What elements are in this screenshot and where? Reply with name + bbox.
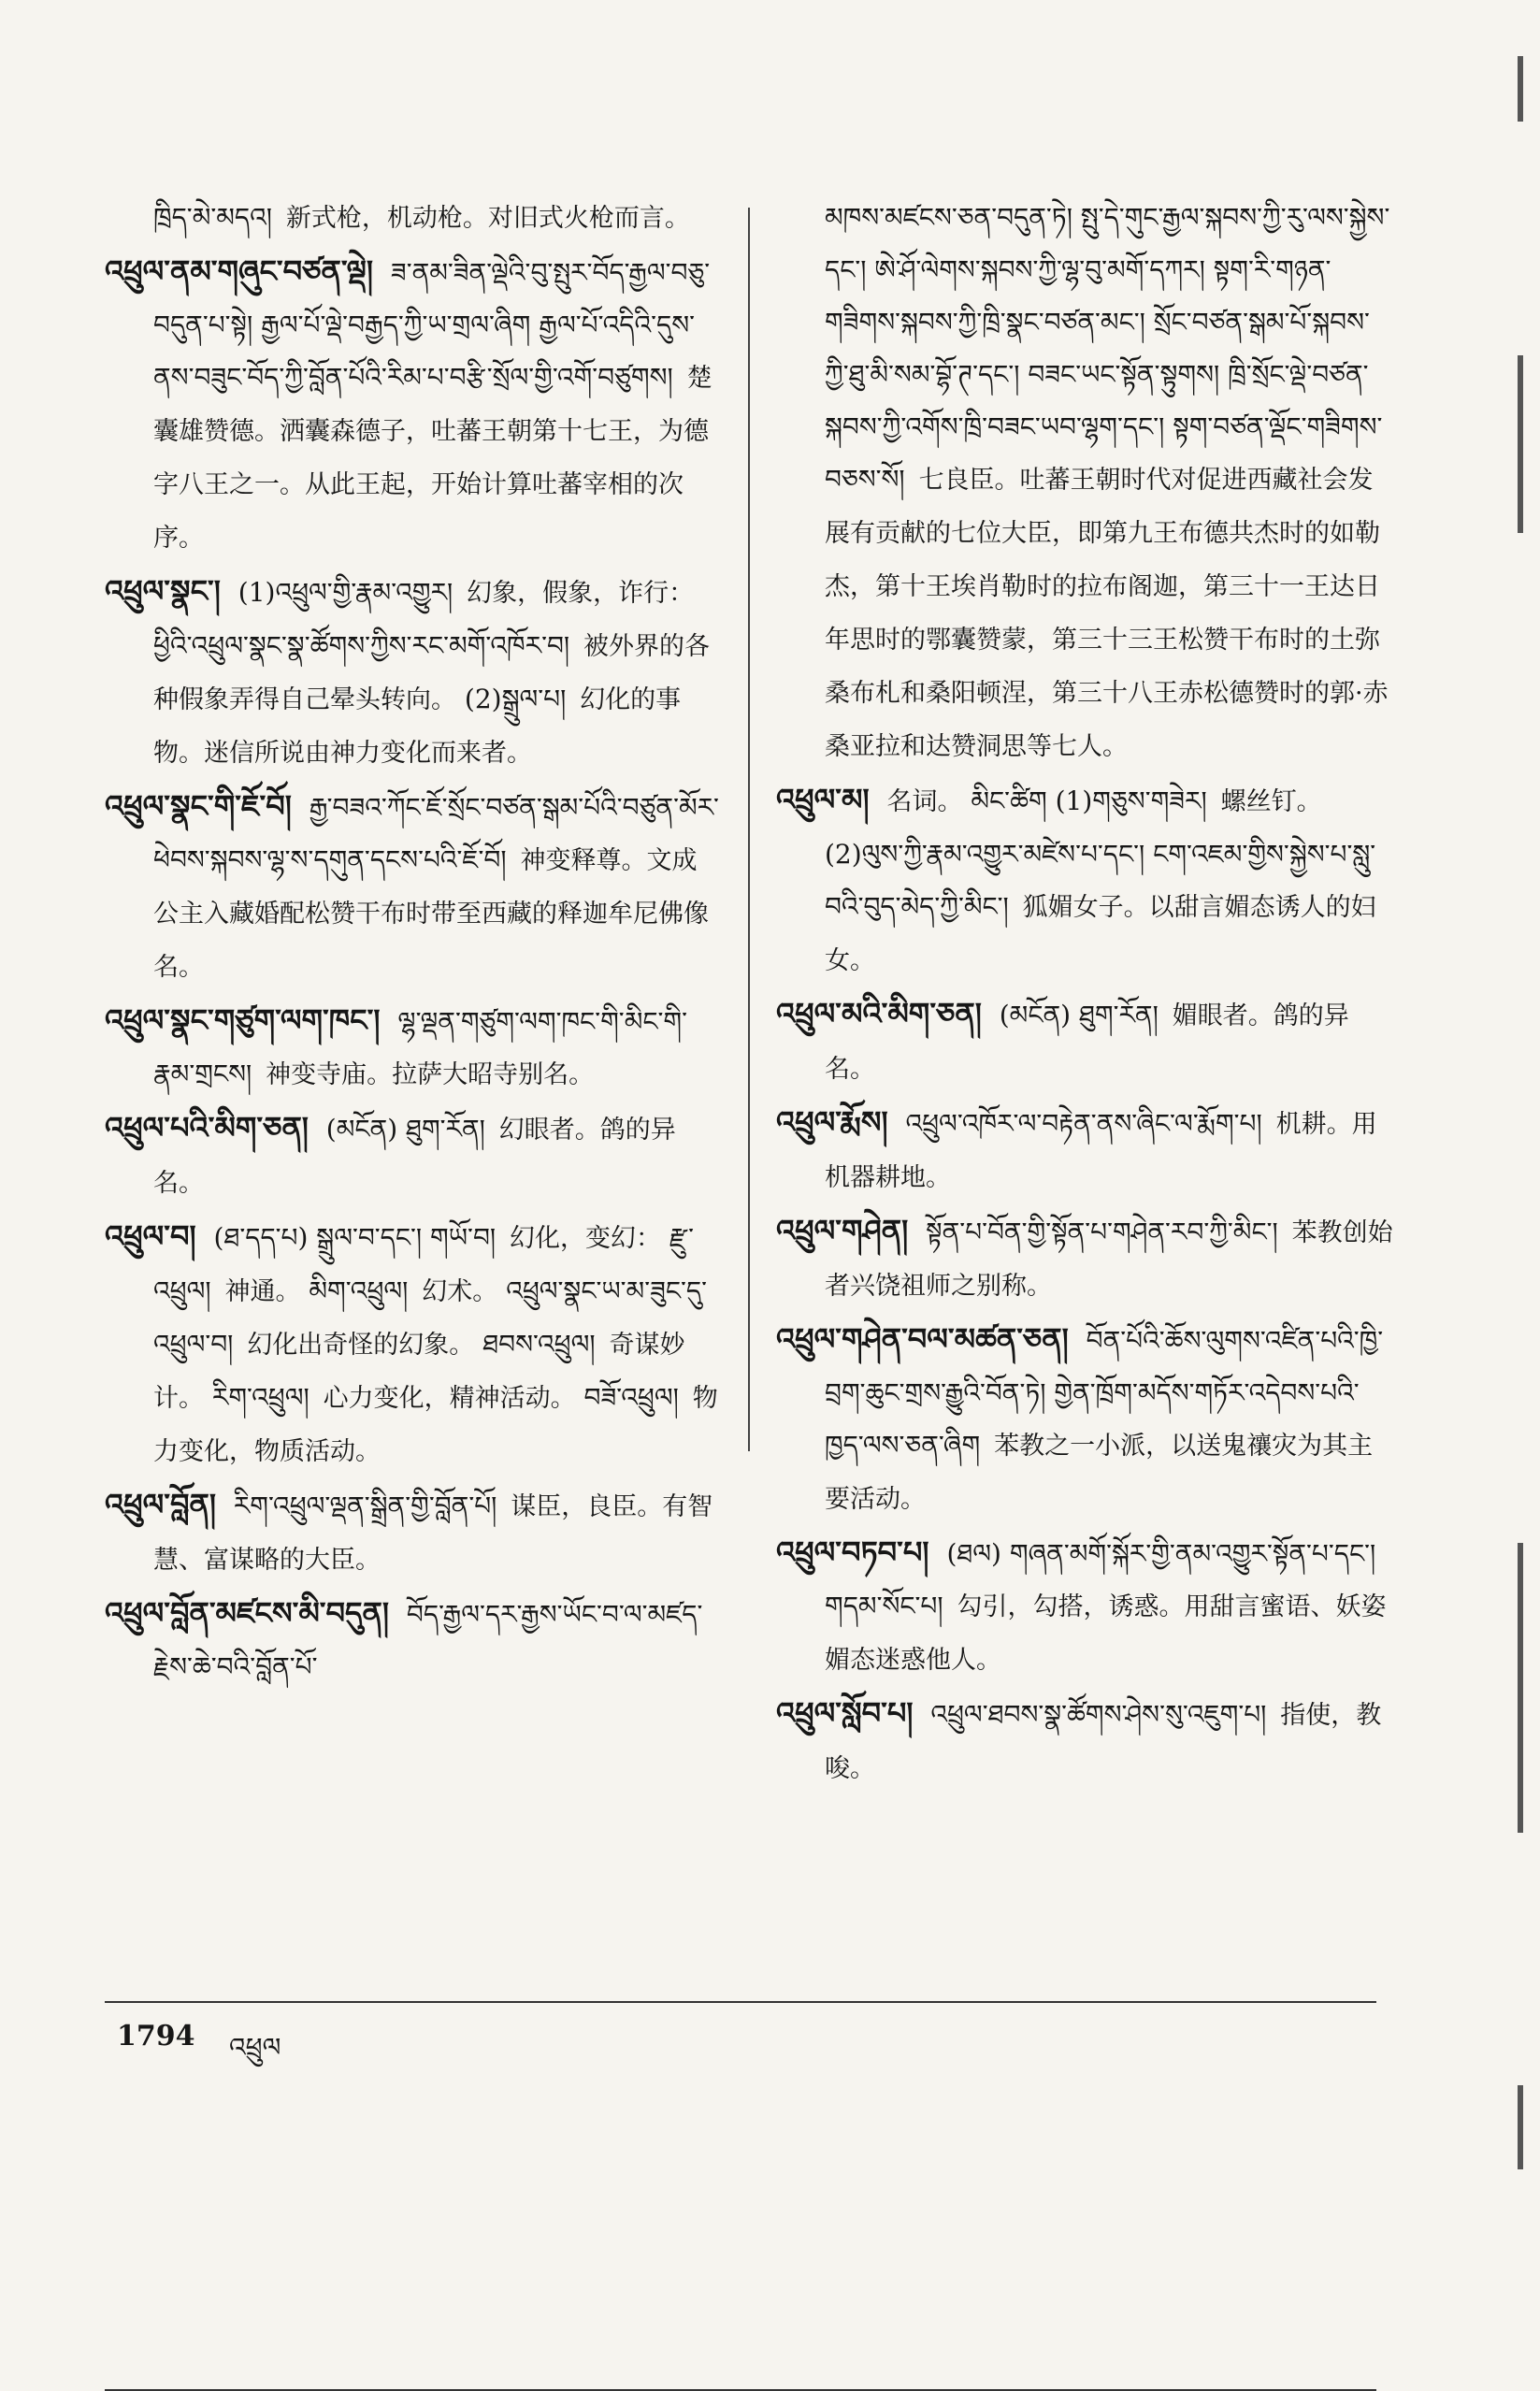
column-divider	[748, 208, 750, 1451]
left-column	[105, 192, 722, 1693]
chinese-gloss: 幻眼者。鸽的异名。	[153, 1116, 676, 1198]
dictionary-entry	[105, 565, 722, 780]
headword: འཕྲུལ་རྨོས།	[776, 1104, 888, 1140]
dictionary-entry	[105, 780, 722, 994]
chinese-gloss: 奇谋妙计。	[153, 1331, 685, 1413]
chinese-gloss: 谋臣，良臣。有智慧、富谋略的大臣。	[153, 1492, 713, 1575]
chinese-gloss: 幻化的事物。迷信所说由神力变化而来者。	[153, 685, 682, 768]
chinese-gloss: 苯教创始者兴饶祖师之别称。	[825, 1218, 1393, 1301]
headword: འཕྲུལ་པའི་མིག་ཅན།	[105, 1110, 309, 1145]
chinese-pos: 名词。	[886, 787, 963, 816]
tibetan-example: འཕྲུལ་སྣང་ཡ་མ་ཟུང་དུ་འཕྲུལ་བ།	[153, 1275, 707, 1360]
headword: འཕྲུལ་བ།	[105, 1218, 196, 1254]
headword: འཕྲུལ་སྣང་།	[105, 573, 221, 609]
tibetan-definition: (མངོན) ཐུག་རོན།	[325, 1114, 485, 1145]
chinese-gloss: 幻化，变幻：	[510, 1224, 662, 1253]
chinese-gloss: 七良臣。吐蕃王朝时代对促进西藏社会发展有贡献的七位大臣，即第九王布德共杰时的如勒杰，第十王埃肖勒时的拉布阁迦，第三十一王达日年思时的鄂囊赞蒙，第三十三王松赞干布时的土弥桑布札和桑阳顿涅，第三十八王赤松德赞时的郭·赤桑亚拉和达赞洞思等七人。	[825, 466, 1389, 761]
chinese-gloss: 幻象，假象，诈行：	[467, 579, 695, 608]
tibetan-definition: བོན་པོའི་ཆོས་ལུགས་འཛིན་པའི་ཁྱི་བྲག་ཆུང་གྲས་རྒྱུའི་བོན་ཏེ། གྱེན་ཁྲོག་མདོས་གཏོར་འདེབས་པའི་ཁྱད་ལས་ཅན་ཞིག	[825, 1325, 1384, 1461]
tibetan-definition: (ཐལ) གཞན་མགོ་སྐོར་གྱི་ནམ་འགྱུར་སྟོན་པ་དང་། གདམ་སོང་པ།	[825, 1538, 1376, 1621]
chinese-gloss: 物力变化，物质活动。	[153, 1384, 718, 1466]
chinese-gloss: 机耕。用机器耕地。	[825, 1110, 1377, 1192]
chinese-gloss: 指使，教唆。	[825, 1701, 1382, 1783]
tibetan-definition: ལྷ་ལྡན་གཙུག་ལག་ཁང་གི་མིང་གི་རྣམ་གྲངས།	[153, 1006, 687, 1089]
chinese-gloss: 苯教之一小派，以送鬼禳灾为其主要活动。	[825, 1432, 1374, 1514]
chinese-gloss: 螺丝钉。	[1220, 787, 1322, 816]
tibetan-definition: (མངོན) ཐུག་རོན།	[999, 1000, 1159, 1030]
dictionary-entry	[105, 1587, 722, 1693]
entry-continuation	[105, 192, 722, 245]
dictionary-entry	[776, 987, 1393, 1096]
headword: འཕྲུལ་སྣང་གི་ཇོ་བོ།	[105, 788, 292, 824]
page-number: 1794	[117, 2020, 195, 2053]
chinese-gloss: 被外界的各种假象弄得自己晕头转向。	[153, 632, 711, 714]
dictionary-entry	[776, 1096, 1393, 1204]
scan-edge-mark	[1518, 355, 1523, 533]
dictionary-entry	[105, 994, 722, 1102]
entry-continuation	[776, 192, 1393, 773]
tibetan-definition: སྟོན་པ་བོན་གྱི་སྟོན་པ་གཤེན་རབ་ཀྱི་མིང་།	[926, 1217, 1278, 1247]
dictionary-entry	[776, 1204, 1393, 1313]
running-head: འཕྲུལ	[229, 2032, 281, 2063]
headword: འཕྲུལ་གཤེན་བལ་མཚན་ཅན།	[776, 1321, 1069, 1357]
dictionary-entry	[105, 1102, 722, 1210]
tibetan-definition: (1)འཕྲུལ་གྱི་རྣམ་འགྱུར།	[237, 577, 453, 608]
scan-edge-mark	[1518, 1543, 1523, 1833]
tibetan-text: ཁྲིད་མེ་མདའ།	[153, 202, 272, 233]
chinese-gloss: 幻术。	[422, 1277, 498, 1306]
chinese-gloss: 新式枪，机动枪。对旧式火枪而言。	[285, 204, 690, 233]
chinese-gloss: 神变寺庙。拉萨大昭寺别名。	[266, 1060, 595, 1089]
headword: འཕྲུལ་བློན།	[105, 1487, 216, 1522]
tibetan-definition: བོད་རྒྱལ་དར་རྒྱས་ཡོང་བ་ལ་མཛད་རྗེས་ཆེ་བའི་བློན་པོ་	[153, 1599, 703, 1682]
chinese-gloss: 狐媚女子。以甜言媚态诱人的妇女。	[825, 893, 1376, 975]
tibetan-definition: རྒྱ་བཟའ་ཀོང་ཇོ་སྲོང་བཙན་སྒམ་པོའི་བཙུན་མོར་ཕེབས་སྐབས་ལྷ་ས་དགུན་དངས་པའི་ཇོ་བོ།	[153, 792, 719, 875]
dictionary-entry	[105, 1210, 722, 1478]
tibetan-definition: (ཐ་དད་པ) སྒྲུལ་བ་དང་། གཡོ་བ།	[213, 1222, 497, 1253]
tibetan-definition: འཕྲུལ་ཐབས་སྣ་ཚོགས་ཤེས་སུ་འཇུག་པ།	[930, 1699, 1267, 1730]
dictionary-entry	[105, 1478, 722, 1587]
tibetan-example: རིག་འཕྲུལ།	[211, 1382, 309, 1413]
tibetan-definition: ཟ་ནམ་ཟིན་ལྡེའི་བུ་སྤུར་བོད་རྒྱལ་བཅུ་བདུན་པ་སྟེ། རྒྱལ་པོ་ལྡེ་བརྒྱད་ཀྱི་ཡ་གྲལ་ཞིག རྒྱལ་པོ་འདིའི་དུས་ནས་བཟུང་བོད་ཀྱི་བློན་པོའི་རིམ་པ་བརྩི་སྲོལ་གྱི་འགོ་བཙུགས།	[153, 257, 711, 393]
chinese-gloss: 神变释尊。文成公主入藏婚配松赞干布时带至西藏的释迦牟尼佛像名。	[153, 846, 709, 982]
chinese-gloss: 幻化出奇怪的幻象。	[247, 1331, 475, 1360]
chinese-gloss: 心力变化，精神活动。	[323, 1384, 576, 1413]
page-bottom-rule	[105, 2001, 1376, 2003]
tibetan-sense: (2)སྒྲུལ་པ།	[464, 684, 567, 714]
chinese-gloss: 神通。	[224, 1277, 301, 1306]
scan-edge-mark	[1518, 2085, 1523, 2169]
headword: འཕྲུལ་སྣང་གཙུག་ལག་ཁང་།	[105, 1002, 381, 1038]
headword: འཕྲུལ་མ།	[776, 782, 870, 817]
headword: འཕྲུལ་ནམ་གཞུང་བཙན་ལྡེ།	[105, 253, 374, 289]
dictionary-entry	[776, 773, 1393, 987]
tibetan-definition: རིག་འཕྲུལ་ལྡན་སྒྲིན་གྱི་བློན་པོ།	[233, 1491, 497, 1521]
headword: འཕྲུལ་བློན་མཛངས་མི་བདུན།	[105, 1595, 390, 1631]
tibetan-example: ཕྱིའི་འཕྲུལ་སྣང་སྣ་ཚོགས་ཀྱིས་རང་མགོ་འཁོར་བ།	[153, 630, 570, 661]
scan-edge-mark	[1518, 56, 1523, 122]
dictionary-entry	[776, 1526, 1393, 1687]
headword: འཕྲུལ་གཤེན།	[776, 1213, 909, 1248]
headword: འཕྲུལ་མའི་མིག་ཅན།	[776, 996, 982, 1031]
headword: འཕྲུལ་སློབ་པ།	[776, 1695, 914, 1731]
dictionary-entry	[105, 245, 722, 565]
chinese-gloss: 勾引，勾搭，诱惑。用甜言蜜语、妖姿媚态迷惑他人。	[825, 1592, 1387, 1675]
headword: འཕྲུལ་བཏབ་པ།	[776, 1534, 929, 1570]
tibetan-sense: (2)ལུས་ཀྱི་རྣམ་འགྱུར་མཛེས་པ་དང་། ངག་འཇམ་གྱིས་སྐྱེས་པ་སླུ་བའི་བུད་མེད་ཀྱི་མིང་།	[825, 839, 1376, 922]
tibetan-example: ཐབས་འཕྲུལ།	[482, 1329, 596, 1360]
tibetan-example: རྫུ་འཕྲུལ།	[153, 1222, 695, 1306]
tibetan-text: མཁས་མཛངས་ཅན་བདུན་ཏེ། སྤུ་དེ་གུང་རྒྱལ་སྐབས་ཀྱི་རུ་ལས་སྐྱེས་དང་། ཨེ་ཤོ་ལེགས་སྐབས་ཀྱི་ལྷ་བུ་མགོ་དཀར། སྟག་རི་གཉན་གཟིགས་སྐབས་ཀྱི་ཁྲི་སྣང་བཙན་མང་། སྲོང་བཙན་སྒམ་པོ་སྐབས་ཀྱི་ཐུ་མི་སམ་བྷོ་ཊ་དང་། བཟང་ཡང་སྟོན་སྟུགས། ཁྲི་སྲོང་ལྡེ་བཙན་སྐབས་ཀྱི་འགོས་ཁྲི་བཟང་ཡབ་ལྷག་དང་། སྟག་བཙན་ལྡོང་གཟིགས་བཅས་སོ།	[825, 202, 1390, 495]
dictionary-entry	[776, 1687, 1393, 1795]
chinese-gloss: 楚囊雄赞德。洒囊森德子，吐蕃王朝第十七王，为德字八王之一。从此王起，开始计算吐蕃宰相的次序。	[153, 364, 712, 553]
chinese-gloss: 媚眼者。鸽的异名。	[825, 1001, 1349, 1084]
tibetan-definition: འཕྲུལ་འཁོར་ལ་བརྟེན་ནས་ཞིང་ལ་རྨོག་པ།	[905, 1108, 1262, 1139]
right-column	[776, 192, 1393, 1795]
tibetan-definition: མིང་ཚིག (1)གཅུས་གཟེར།	[971, 785, 1207, 816]
tibetan-example: བཟོ་འཕྲུལ།	[583, 1382, 679, 1413]
tibetan-example: མིག་འཕྲུལ།	[309, 1275, 409, 1306]
dictionary-entry	[776, 1313, 1393, 1526]
